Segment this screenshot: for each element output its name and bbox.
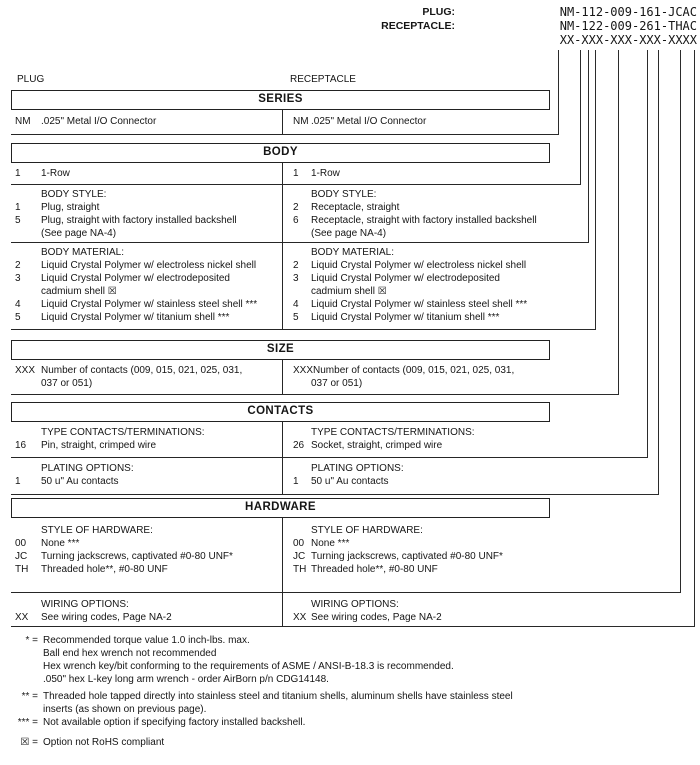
connector-stub-body-material — [550, 329, 596, 330]
contacts-type-row — [11, 422, 550, 458]
option-code: 00 — [15, 538, 27, 549]
plug-column-label: PLUG — [17, 74, 45, 85]
body-rows-plug-desc: 1-Row — [41, 168, 70, 179]
body-style-heading: BODY STYLE: — [41, 189, 107, 200]
hardware-style-heading: STYLE OF HARDWARE: — [41, 525, 153, 536]
option-code: JC — [15, 551, 28, 562]
series-row — [11, 110, 550, 135]
footnote-line: inserts (as shown on previous page). — [43, 704, 207, 715]
size-code: XXX — [15, 365, 36, 376]
option-desc: Plug, straight — [41, 202, 100, 213]
option-code: 5 — [15, 312, 21, 323]
contacts-type-heading: TYPE CONTACTS/TERMINATIONS: — [41, 427, 205, 438]
option-code: 4 — [15, 299, 21, 310]
plating-heading: PLATING OPTIONS: — [311, 463, 404, 474]
series-plug-code: NM — [15, 116, 31, 127]
size-section-header: SIZE — [11, 340, 550, 360]
contacts-section-header: CONTACTS — [11, 402, 550, 422]
option-code: TH — [293, 564, 307, 575]
option-desc: Liquid Crystal Polymer w/ electrodeposited — [311, 273, 500, 284]
receptacle-part-number: NM-122-009-261-THAC — [559, 19, 697, 33]
body-rows-row — [11, 163, 550, 185]
option-desc: Receptacle, straight with factory installed backshell — [311, 215, 537, 226]
connector-stub-body-rows — [550, 184, 581, 185]
option-desc: Pin, straight, crimped wire — [41, 440, 157, 451]
footnote-line: .050" hex L-key long arm wrench - order AirBorn p/n CDG14148. — [43, 674, 329, 685]
body-material-heading: BODY MATERIAL: — [41, 247, 124, 258]
footnote-threaded-hole — [12, 690, 696, 716]
footnote-line: Option not RoHS compliant — [43, 737, 165, 748]
contacts-type-plug-cell — [11, 422, 282, 457]
template-part-number: XX-XXX-XXX-XXX-XXXX — [559, 33, 697, 47]
connector-line-size — [618, 50, 619, 395]
footnote-line: Not available option if specifying factory installed backshell. — [43, 717, 306, 728]
option-desc: Threaded hole**, #0-80 UNF — [41, 564, 168, 575]
option-desc: See wiring codes, Page NA-2 — [41, 612, 172, 623]
footnote-rohs — [12, 736, 696, 749]
body-rows-receptacle-desc: 1-Row — [311, 168, 340, 179]
footnote-text — [43, 634, 454, 686]
option-code: 1 — [15, 476, 21, 487]
series-plug-desc: .025" Metal I/O Connector — [41, 116, 157, 127]
option-desc-continued: cadmium shell ☒ — [41, 286, 117, 297]
hardware-style-plug-cell — [11, 518, 282, 592]
option-code: 00 — [293, 538, 305, 549]
connector-line-body-material — [595, 50, 596, 330]
footnote-marker: ** = — [21, 691, 38, 702]
footnote-line: Threaded hole tapped directly into stainless steel and titanium shells, aluminum shells have stainless steel — [43, 691, 513, 702]
option-code: 6 — [293, 215, 299, 226]
body-style-plug-cell — [11, 185, 282, 242]
option-code: 3 — [15, 273, 21, 284]
body-style-row — [11, 185, 550, 243]
option-code: 5 — [293, 312, 299, 323]
body-rows-receptacle-cell — [282, 163, 550, 184]
option-code: 3 — [293, 273, 299, 284]
option-code: 16 — [15, 440, 27, 451]
option-desc: 50 u" Au contacts — [311, 476, 389, 487]
option-code: TH — [15, 564, 29, 575]
body-rows-plug-code: 1 — [15, 168, 21, 179]
body-rows-receptacle-code: 1 — [293, 168, 299, 179]
connector-line-hardware-style — [680, 50, 681, 593]
plug-label: PLUG: — [422, 6, 455, 18]
option-desc: Receptacle, straight — [311, 202, 400, 213]
option-desc: Plug, straight with factory installed backshell — [41, 215, 237, 226]
footnotes — [12, 634, 696, 749]
option-code: XX — [293, 612, 307, 623]
connector-line-wiring — [694, 50, 695, 627]
option-code: 4 — [293, 299, 299, 310]
connector-stub-hardware-style — [550, 592, 681, 593]
connector-stub-size — [550, 394, 619, 395]
option-desc: Socket, straight, crimped wire — [311, 440, 443, 451]
wiring-heading: WIRING OPTIONS: — [311, 599, 399, 610]
plug-part-number-row — [277, 5, 697, 19]
option-desc: Liquid Crystal Polymer w/ electroless nickel shell — [311, 260, 527, 271]
contacts-type-heading: TYPE CONTACTS/TERMINATIONS: — [311, 427, 475, 438]
option-code: 2 — [15, 260, 21, 271]
plug-part-number: NM-112-009-161-JCAC — [559, 5, 697, 19]
footnote-marker: *** = — [17, 717, 38, 728]
body-material-heading: BODY MATERIAL: — [311, 247, 394, 258]
footnote-line: Recommended torque value 1.0 inch-lbs. max. — [43, 635, 250, 646]
template-part-number-row — [277, 33, 697, 47]
receptacle-label: RECEPTACLE: — [381, 20, 455, 32]
footnote-text — [43, 716, 305, 729]
footnote-line: Hex wrench key/bit conforming to the requirements of ASME / ANSI-B-18.3 is recommended. — [43, 661, 454, 672]
part-number-block — [277, 5, 697, 47]
option-desc: Liquid Crystal Polymer w/ stainless steel shell *** — [41, 299, 258, 310]
connector-stub-plating — [550, 494, 659, 495]
series-plug-cell — [11, 110, 282, 134]
rohs-box-x-icon: ☒ = — [20, 737, 38, 748]
size-plug-cell — [11, 360, 282, 394]
footnote-marker: * = — [25, 635, 38, 646]
option-desc: Liquid Crystal Polymer w/ electroless nickel shell — [41, 260, 257, 271]
body-material-plug-cell — [11, 243, 282, 329]
option-code: 2 — [293, 260, 299, 271]
option-desc: None *** — [311, 538, 350, 549]
option-code: 2 — [293, 202, 299, 213]
option-desc: None *** — [41, 538, 80, 549]
size-desc-continued: 037 or 051) — [311, 378, 363, 389]
option-desc-continued: (See page NA-4) — [41, 228, 117, 239]
body-style-receptacle-cell — [282, 185, 550, 242]
receptacle-part-number-row — [277, 19, 697, 33]
connector-stub-series — [550, 134, 559, 135]
option-code: 1 — [293, 476, 299, 487]
size-desc: Number of contacts (009, 015, 021, 025, 031, — [41, 365, 243, 376]
option-desc: Liquid Crystal Polymer w/ electrodeposited — [41, 273, 230, 284]
option-code: XX — [15, 612, 29, 623]
connector-line-contacts-type — [647, 50, 648, 458]
body-rows-plug-cell — [11, 163, 282, 184]
connector-line-body-rows — [580, 50, 581, 185]
option-desc-continued: cadmium shell ☒ — [311, 286, 387, 297]
hardware-style-receptacle-cell — [282, 518, 550, 592]
option-code: 5 — [15, 215, 21, 226]
footnote-text — [43, 736, 164, 749]
body-style-heading: BODY STYLE: — [311, 189, 377, 200]
series-receptacle-cell — [282, 110, 550, 134]
option-desc: Turning jackscrews, captivated #0-80 UNF* — [41, 551, 233, 562]
wiring-heading: WIRING OPTIONS: — [41, 599, 129, 610]
connector-line-body-style — [588, 50, 589, 243]
option-desc: 50 u" Au contacts — [41, 476, 119, 487]
hardware-section-header: HARDWARE — [11, 498, 550, 518]
footnote-not-available — [12, 716, 696, 729]
option-code: JC — [293, 551, 306, 562]
option-desc: Liquid Crystal Polymer w/ titanium shell *** — [311, 312, 500, 323]
hardware-style-heading: STYLE OF HARDWARE: — [311, 525, 423, 536]
body-material-row — [11, 243, 550, 330]
connector-stub-wiring — [550, 626, 695, 627]
series-receptacle-code: NM — [293, 116, 309, 127]
option-code: 26 — [293, 440, 305, 451]
footnote-text — [43, 690, 513, 716]
option-desc: Liquid Crystal Polymer w/ titanium shell *** — [41, 312, 230, 323]
contacts-type-receptacle-cell — [282, 422, 550, 457]
wiring-plug-cell — [11, 593, 282, 626]
wiring-receptacle-cell — [282, 593, 550, 626]
body-section-header: BODY — [11, 143, 550, 163]
contacts-plating-receptacle-cell — [282, 458, 550, 494]
hardware-wiring-row — [11, 593, 550, 627]
option-desc: Threaded hole**, #0-80 UNF — [311, 564, 438, 575]
hardware-style-row — [11, 518, 550, 593]
option-desc: Turning jackscrews, captivated #0-80 UNF* — [311, 551, 503, 562]
ordering-table — [11, 90, 550, 627]
size-receptacle-cell — [282, 360, 550, 394]
option-desc: Liquid Crystal Polymer w/ stainless steel shell *** — [311, 299, 528, 310]
size-desc: Number of contacts (009, 015, 021, 025, 031, — [313, 365, 515, 376]
contacts-plating-row — [11, 458, 550, 495]
option-desc: See wiring codes, Page NA-2 — [311, 612, 442, 623]
size-row — [11, 360, 550, 395]
connector-stub-contacts-type — [550, 457, 648, 458]
footnote-torque — [12, 634, 696, 686]
size-desc-continued: 037 or 051) — [41, 378, 93, 389]
series-receptacle-desc: .025" Metal I/O Connector — [311, 116, 427, 127]
series-section-header: SERIES — [11, 90, 550, 110]
connector-stub-body-style — [550, 242, 589, 243]
option-desc-continued: (See page NA-4) — [311, 228, 387, 239]
size-code: XXX — [293, 365, 314, 376]
connector-line-plating — [658, 50, 659, 495]
footnote-line: Ball end hex wrench not recommended — [43, 648, 217, 659]
body-material-receptacle-cell — [282, 243, 550, 329]
connector-line-series — [558, 50, 559, 135]
receptacle-column-label: RECEPTACLE — [290, 74, 356, 85]
contacts-plating-plug-cell — [11, 458, 282, 494]
option-code: 1 — [15, 202, 21, 213]
plating-heading: PLATING OPTIONS: — [41, 463, 134, 474]
